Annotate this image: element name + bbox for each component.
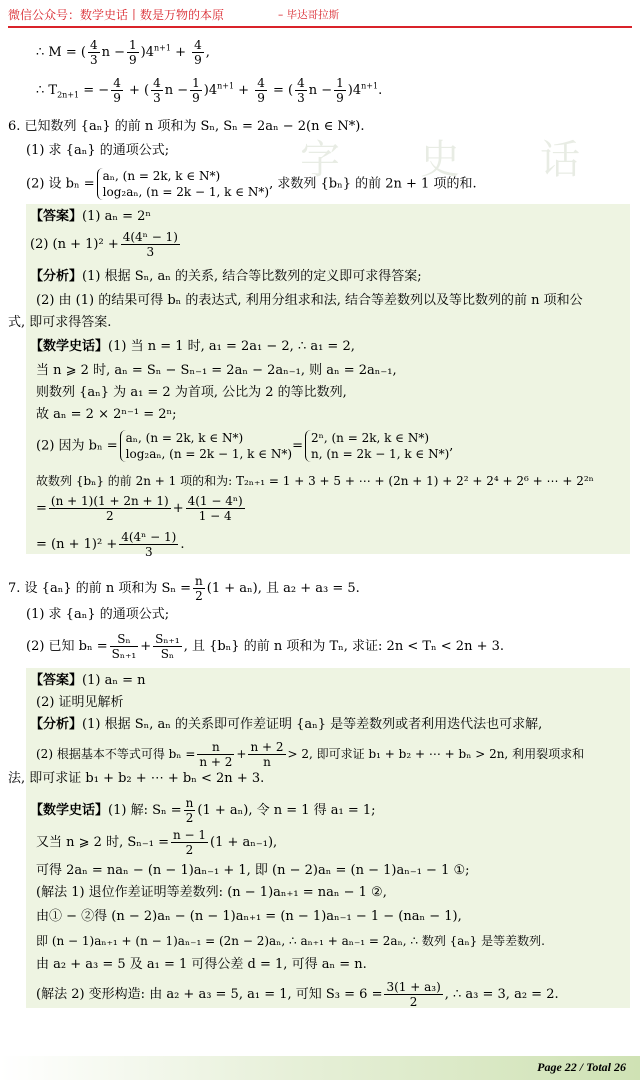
problem-7: 7. 设 {aₙ} 的前 n 项和为 Sₙ = $\frac{n}{2}$ (1 + aₙ), 且 a₂ + a₃ = 5. (8, 574, 360, 603)
solution-7-8: (解法 2) 变形构造: 由 a₂ + a₃ = 5, a₁ = 1, 可知 S₃ = 6 = $\frac{\text{3(1 + a₃)}}{2}$ , ∴ a₃ = 3, a₂ = 2. (36, 980, 559, 1009)
solution-6-3: 则数列 {aₙ} 为 a₁ = 2 为首项, 公比为 2 的等比数列, (36, 385, 347, 400)
fraction: $\frac{1}{9}$ (129, 38, 137, 67)
watermark: 史 (420, 137, 460, 183)
answer-7-1: 【答案】(1) aₙ = n (30, 673, 146, 688)
analysis-6-2: (2) 由 (1) 的结果可得 bₙ 的表达式, 利用分组求和法, 结合等差数列以及等比数列的前 n 项和公 (36, 293, 583, 308)
problem-7-q2: (2) 已知 bₙ = $\frac{\text{Sₙ}}{\text{Sₙ₊₁}}$ + $\frac{\text{Sₙ₊₁}}{\text{Sₙ}}$ , 且 {bₙ} 的前 n 项和为 Tₙ, 求证: 2n < Tₙ < 2n + 3. (26, 632, 505, 661)
analysis-7-2: (2) 根据基本不等式可得 bₙ = $\frac{n}{n + 2}$ + $\frac{n + 2}{n}$ > 2, 即可求证 b₁ + b₂ + ⋯ + bₙ > 2n, 利用裂项求和 (36, 740, 585, 769)
watermark: 话 (540, 137, 580, 183)
page-number: Page 22 / Total 26 (537, 1060, 626, 1074)
formula-line: ∴ $T_{2n+1}$ = − $\frac{4}{9}$ + ( $\frac{4}{3}$ n − $\frac{1}{9}$ )$4^{n+1}$ + $\frac{4}{9}$ = ( $\frac{4}{3}$ n − $\frac{1}{9}$ )$4^{n+1}$. (36, 76, 383, 105)
problem-6-q2: (2) 设 bₙ = aₙ, (n = 2k, k ∈ N*) log₂aₙ, (n = 2k − 1, k ∈ N*) , 求数列 {bₙ} 的前 2n + 1 项的和. (26, 169, 477, 199)
solution-6-4: 故 aₙ = 2 × 2ⁿ⁻¹ = 2ⁿ; (36, 407, 177, 422)
header-quote: – 毕达哥拉斯 (278, 9, 340, 21)
page-header (0, 0, 640, 26)
solution-7-2: 又当 n ⩾ 2 时, Sₙ₋₁ = $\frac{n - 1}{2}$ (1 + aₙ₋₁), (36, 828, 278, 857)
page-content (0, 28, 640, 1052)
solution-7-7: 由 a₂ + a₃ = 5 及 a₁ = 1 可得公差 d = 1, 可得 aₙ = n. (36, 957, 367, 972)
solution-6-6: 故数列 {bₙ} 的前 2n + 1 项的和为: T₂ₙ₊₁ = 1 + 3 + 5 + ⋯ + (2n + 1) + 2² + 2⁴ + 2⁶ + ⋯ + 2²ⁿ (36, 474, 594, 488)
watermark: 字 (300, 137, 340, 183)
piecewise-brace: aₙ, (n = 2k, k ∈ N*) log₂aₙ, (n = 2k − 1, k ∈ N*) (97, 168, 269, 200)
problem-6-q1: (1) 求 {aₙ} 的通项公式; (26, 143, 170, 158)
solution-7-6: 即 (n − 1)aₙ₊₁ + (n − 1)aₙ₋₁ = (2n − 2)aₙ, ∴ aₙ₊₁ + aₙ₋₁ = 2aₙ, ∴ 数列 {aₙ} 是等差数列. (36, 934, 545, 948)
problem-7-q1: (1) 求 {aₙ} 的通项公式; (26, 607, 170, 622)
fraction: $\frac{4}{9}$ (194, 38, 202, 67)
fraction: $\frac{4}{3}$ (89, 38, 98, 67)
solution-7-5: 由① − ②得 (n − 2)aₙ − (n − 1)aₙ₊₁ = (n − 1)aₙ₋₁ − 1 − (naₙ − 1), (36, 909, 462, 924)
solution-6-7: = $\frac{(n + 1)(1 + 2n + 1)}{2}$ + $\frac{\text{4(1 − 4ⁿ)}}{1 - 4}$ (36, 494, 243, 523)
solution-7-1: 【数学史话】(1) 解: Sₙ = $\frac{n}{2}$ (1 + aₙ), 令 n = 1 得 a₁ = 1; (30, 796, 376, 825)
solution-6-8: = (n + 1)² + $\frac{\text{4(4ⁿ − 1)}}{3}$ . (36, 530, 185, 559)
answer-6-1: 【答案】(1) aₙ = 2ⁿ (30, 209, 151, 224)
page-footer (0, 1056, 640, 1080)
solution-7-4: (解法 1) 退位作差证明等差数列: (n − 1)aₙ₊₁ = naₙ − 1 ②, (36, 885, 387, 900)
analysis-7-3: 法, 即可求证 b₁ + b₂ + ⋯ + bₙ < 2n + 3. (8, 771, 265, 786)
analysis-6-3: 式, 即可求得答案. (8, 315, 112, 330)
analysis-6-1: 【分析】(1) 根据 Sₙ, aₙ 的关系, 结合等比数列的定义即可求得答案; (30, 269, 422, 284)
solution-6-5: (2) 因为 bₙ = aₙ, (n = 2k, k ∈ N*) log₂aₙ, (n = 2k − 1, k ∈ N*) = 2ⁿ, (n = 2k, k ∈ N*) n, (n = 2k − 1, k ∈ N*) , (36, 431, 454, 461)
piecewise-brace: aₙ, (n = 2k, k ∈ N*) log₂aₙ, (n = 2k − 1, k ∈ N*) (120, 430, 292, 462)
piecewise-brace: 2ⁿ, (n = 2k, k ∈ N*) n, (n = 2k − 1, k ∈ N*) (305, 430, 449, 462)
answer-6-2: (2) (n + 1)² + $\frac{\text{4(4ⁿ − 1)}}{3}$ (30, 230, 178, 259)
solution-6-2: 当 n ⩾ 2 时, aₙ = Sₙ − Sₙ₋₁ = 2aₙ − 2aₙ₋₁, 则 aₙ = 2aₙ₋₁, (36, 363, 397, 378)
header-title: 微信公众号：数学史话丨数是万物的本原 (8, 8, 225, 22)
answer-7-2: (2) 证明见解析 (36, 695, 124, 710)
solution-6-1: 【数学史话】(1) 当 n = 1 时, a₁ = 2a₁ − 2, ∴ a₁ = 2, (30, 339, 355, 354)
formula-line: ∴ M = ( $\frac{4}{3}$ n − $\frac{1}{9}$ )$4^{n+1}$ + $\frac{4}{9}$ , (36, 38, 210, 67)
problem-6: 6. 已知数列 {aₙ} 的前 n 项和为 Sₙ, Sₙ = 2aₙ − 2(n ∈ N*). (8, 119, 365, 134)
solution-7-3: 可得 2aₙ = naₙ − (n − 1)aₙ₋₁ + 1, 即 (n − 2)aₙ = (n − 1)aₙ₋₁ − 1 ①; (36, 863, 470, 878)
analysis-7-1: 【分析】(1) 根据 Sₙ, aₙ 的关系即可作差证明 {aₙ} 是等差数列或者利用迭代法也可求解, (30, 717, 543, 732)
